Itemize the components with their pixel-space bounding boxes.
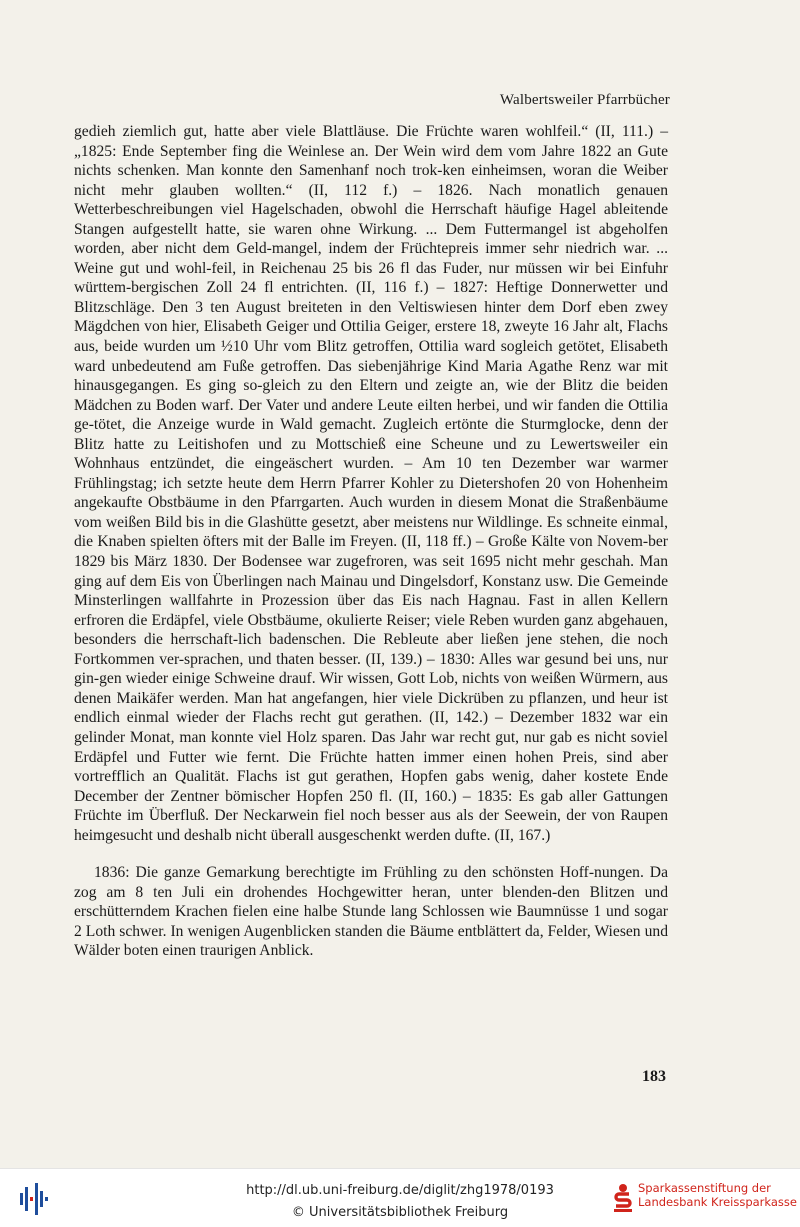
sponsor-logo[interactable] [612, 1181, 797, 1221]
page-number: 183 [642, 1068, 666, 1085]
footer-bar [0, 1168, 800, 1227]
footer-copyright: © Universitätsbibliothek Freiburg [291, 1205, 509, 1220]
paragraph-2: 1836: Die ganze Gemarkung berechtigte im Frühling zu den schönsten Hoff-nungen. Da zog am 8 ten Juli ein drohendes Hochgewitter heran, unter blenden-den Blitzen und erschütterndem Krachen fielen eine halbe Stunde lang Schlossen wie Baumnüsse 1 und sogar 2 Loth schwer. In wenigen Augenblicken standen die Bäume entblättert da, Felder, Wiesen und Wälder boten einen traurigen Anblick. [74, 864, 668, 960]
running-head: Walbertsweiler Pfarrbücher [499, 92, 670, 108]
sponsor-line-2: Landesbank Kreissparkasse [638, 1195, 797, 1209]
footer-url[interactable]: http://dl.ub.uni-freiburg.de/diglit/zhg1978/0193 [246, 1183, 554, 1198]
paragraph-1: gedieh ziemlich gut, hatte aber viele Blattläuse. Die Früchte waren wohlfeil.“ (II, 111.) – „1825: Ende September fing die Weinlese an. Der Wein wird dem vom Jahre 1822 an Gute nichts schenken. Man konnte den Samenhanf noch trok-ken einheimsen, woran die Weiber nicht mehr glauben wollten.“ (II, 112 f.) – 1826. Nach monatlich genauen Wetterbeschreibungen viel Hagelschaden, obwohl die Herrschaft häufige Hagel ableitende Stangen aufgestellt hatte, sie waren ohne Wirkung. ... Dem Futtermangel ist abgeholfen worden, aber nicht dem Geld-mangel, indem der Früchtepreis immer sehr niedrich war. ... Weine gut und wohl-feil, in Reichenau 25 bis 26 fl das Fuder, nur müssen wir bei Einfuhr württem-bergischen Zoll 24 fl entrichten. (II, 116 f.) – 1827: Heftige Donnerwetter und Blitzschläge. Den 3 ten August breiteten in den Veltiswiesen hinter dem Dorf eben zwey Mägdchen von hier, Elisabeth Geiger und Ottilia Geiger, erstere 18, zweyte 16 Jahr alt, Flachs aus, beide wurden um ½10 Uhr vom Blitz getroffen, Ottilia ward sogleich getötet, Elisabeth ward unbedeutend am Fuße getroffen. Das siebenjährige Kind Maria Agathe Renz war mit hinausgegangen. Es ging so-gleich zu den Eltern und zeigte an, wie der Blitz die beiden Mädchen zu Boden warf. Der Vater und andere Leute eilten herbei, und wir fanden die Ottilia ge-tötet, die Anzeige wurde in Wald gemacht. Zugleich ertönte die Sturmglocke, denn der Blitz hatte zu Leitishofen und zu Mottschieß eine Scheune und zu Lewertsweiler ein Wohnhaus entzündet, die eingeäschert wurden. – Am 10 ten Dezember war warmer Frühlingstag; ich setzte heute dem Herrn Pfarrer Kohler zu Dietershofen 20 von Hohenheim angekaufte Obstbäume in den Pfarrgarten. Auch wurden in diesem Monat die Straßenbäume vom weißen Bild bis in die Glashütte gesetzt, aber meistens nur Wildlinge. Es schneite einmal, die Knaben spielten öfters mit der Balle im Freyen. (II, 118 ff.) – Große Kälte von Novem-ber 1829 bis März 1830. Der Bodensee war zugefroren, was seit 1695 nicht mehr geschah. Man ging auf dem Eis von Überlingen nach Mainau und Dingelsdorf, Konstanz usw. Die Gemeinde Minsterlingen wallfahrte in Prozession über das Eis nach Hagnau. Fast in allen Kellern erfroren die Erdäpfel, viele Obstbäume, okulierte Reiser; viele Reben wurden ganz abgehauen, besonders die herrschaft-lich badenschen. Die Rebleute aber ließen jene stehen, die noch Fortkommen ver-sprachen, und thaten besser. (II, 139.) – 1830: Alles war gesund bei uns, nur gin-gen wieder einige Schweine drauf. Wir wissen, Gott Lob, nichts von weißen Würmern, aus denen Maikäfer werden. Man hat angefangen, hier viele Dickrüben zu pflanzen, und heur ist endlich einmal wieder der Flachs recht gut gerathen. (II, 142.) – Dezember 1832 war ein gelinder Monat, man konnte viel Holz sparen. Das Jahr war recht gut, nur gab es nicht soviel Erdäpfel und Futter wie fernt. Die Früchte hatten immer einen hohen Preis, sind aber vortrefflich an Qualität. Flachs ist gut gerathen, Hopfen gabs wenig, daher kostete Ende December der Zentner bömischer Hopfen 250 fl. (II, 160.) – 1835: Es gab aller Gattungen Früchte im Überfluß. Der Neckarwein fiel noch besser aus als der Seewein, der von Raupen heimgesucht und deshalb nicht überall ausgeschenkt werden dufte. (II, 167.) [74, 123, 668, 844]
sponsor-text [638, 1181, 798, 1209]
body-text [74, 122, 668, 961]
sponsor-line-1: Sparkassenstiftung der [638, 1181, 771, 1195]
sparkasse-s-icon [612, 1183, 634, 1213]
